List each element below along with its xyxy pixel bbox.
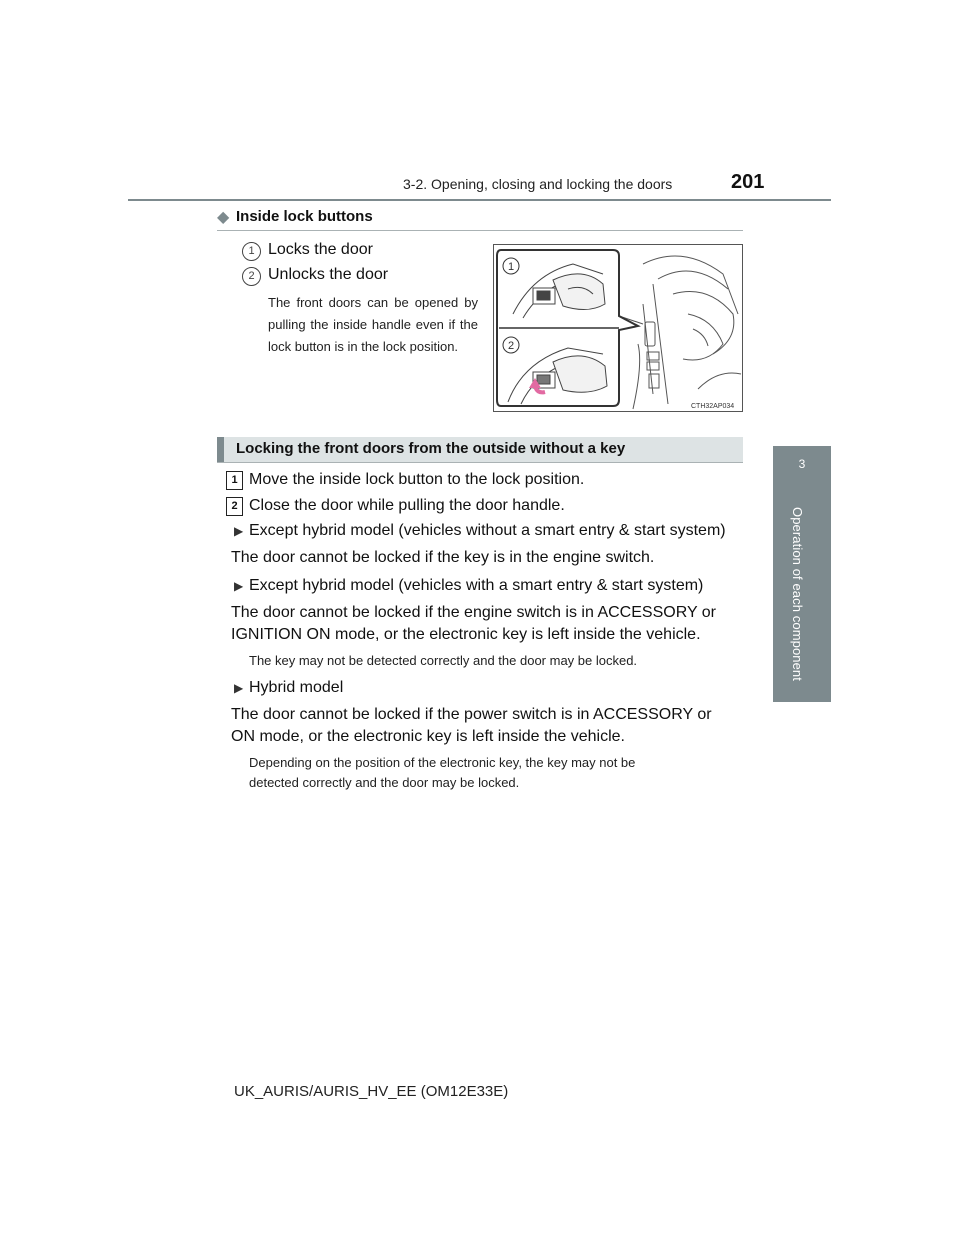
inside-lock-note: The front doors can be opened by pulling the inside handle even if the lock button is in the lock position.: [268, 295, 478, 354]
chapter-number: 3: [798, 457, 806, 471]
step-text-2: Close the door while pulling the door handle.: [249, 497, 565, 514]
item-text-locks: Locks the door: [268, 241, 373, 258]
case-title-2: Except hybrid model (vehicles with a smart entry & start system): [249, 577, 704, 594]
item-marker-2: 2: [242, 267, 261, 286]
manual-code: UK_AURIS/AURIS_HV_EE (OM12E33E): [234, 1083, 509, 1100]
diamond-bullet-icon: ◆: [217, 209, 230, 226]
case-line-1-1: The door cannot be locked if the key is in the engine switch.: [231, 549, 655, 566]
case-line-3-1: The door cannot be locked if the power switch is in ACCESSORY or: [231, 706, 712, 723]
triangle-bullet-icon: ▶: [234, 579, 244, 593]
section-heading-outside-lock: Locking the front doors from the outside without a key: [236, 440, 626, 457]
item-text-unlocks: Unlocks the door: [268, 266, 389, 283]
triangle-bullet-icon: ▶: [234, 524, 244, 538]
section-divider: [217, 230, 743, 231]
section-heading-inside-lock: Inside lock buttons: [236, 208, 373, 225]
chapter-title: Operation of each component: [790, 507, 805, 681]
triangle-bullet-icon: ▶: [234, 681, 244, 695]
case-note-3-1: Depending on the position of the electronic key, the key may not be: [249, 755, 636, 770]
case-title-3: Hybrid model: [249, 679, 344, 696]
step-marker-2: 2: [226, 497, 243, 516]
case-note-3-2: detected correctly and the door may be locked.: [249, 775, 520, 790]
item-marker-1: 1: [242, 242, 261, 261]
step-text-1: Move the inside lock button to the lock position.: [249, 471, 585, 488]
door-lock-illustration: [493, 244, 743, 412]
section-divider-2: [217, 462, 743, 463]
case-line-2-2: IGNITION ON mode, or the electronic key is left inside the vehicle.: [231, 626, 701, 643]
case-title-1: Except hybrid model (vehicles without a smart entry & start system): [249, 522, 726, 539]
step-marker-1: 1: [226, 471, 243, 490]
illustration-code: CTH32AP034: [691, 403, 735, 410]
header-section-title: 3-2. Opening, closing and locking the doors: [403, 176, 673, 192]
case-line-2-1: The door cannot be locked if the engine switch is in ACCESSORY or: [231, 604, 717, 621]
illustration-callout-2: 2: [507, 340, 515, 352]
section-heading-box: [217, 437, 743, 462]
case-note-2-1: The key may not be detected correctly and the door may be locked.: [249, 653, 638, 668]
header-divider: [128, 199, 831, 201]
case-line-3-2: ON mode, or the electronic key is left inside the vehicle.: [231, 728, 625, 745]
illustration-callout-1: 1: [507, 261, 515, 273]
page-number: 201: [731, 171, 765, 193]
